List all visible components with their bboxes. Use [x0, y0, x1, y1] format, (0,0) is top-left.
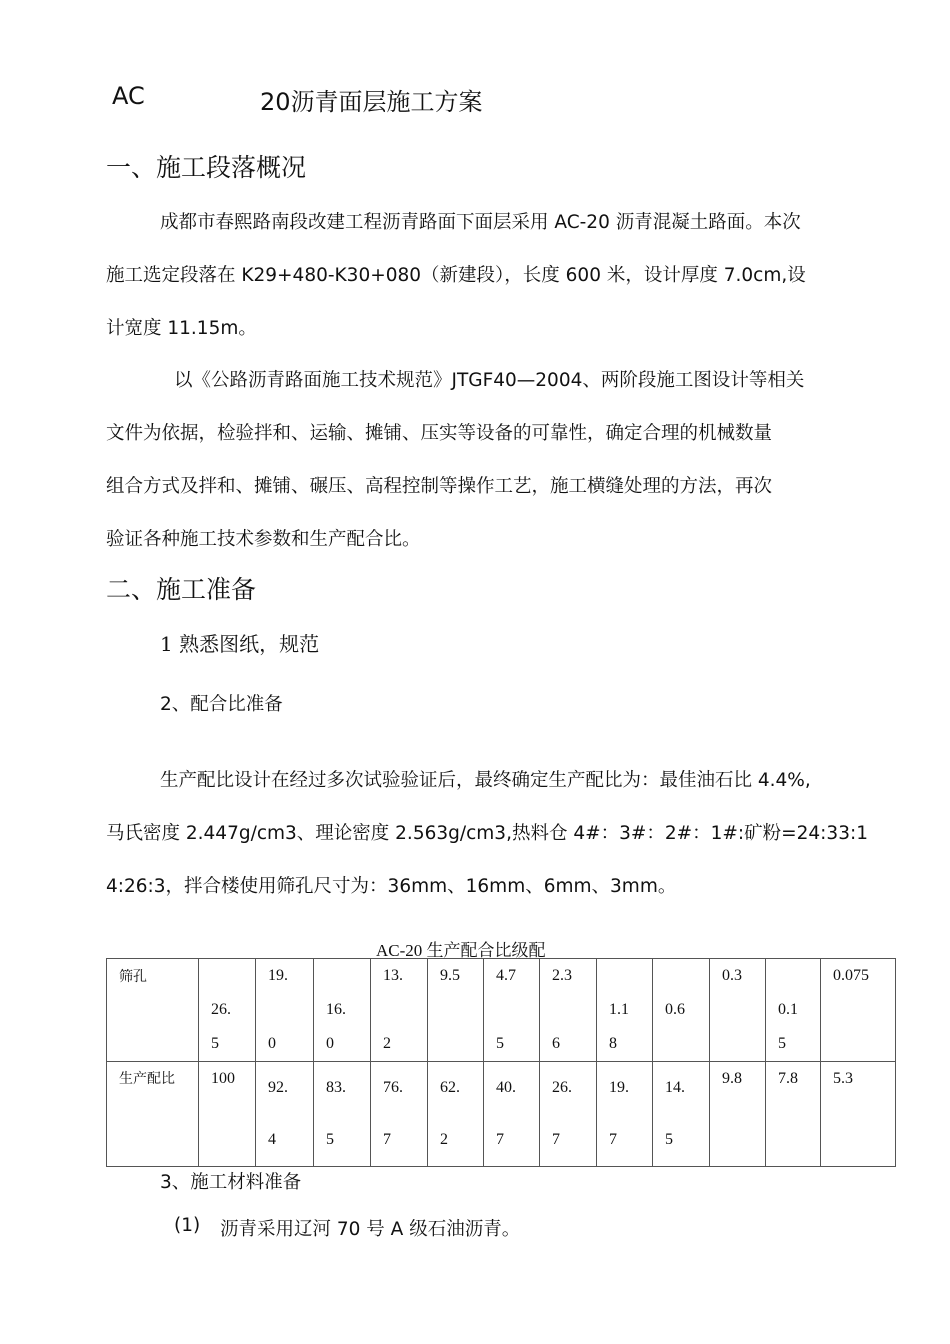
section-1-heading: 一、施工段落概况	[106, 153, 307, 182]
row-label-production: 生产配比	[107, 1062, 199, 1167]
production-cell: 100	[199, 1062, 256, 1167]
s2-paragraph-line-3: 4:26:3，拌合楼使用筛孔尺寸为：36mm、16mm、6mm、3mm。	[106, 876, 677, 897]
production-cell: 9.8	[710, 1062, 766, 1167]
production-cell: 19. 7	[597, 1062, 653, 1167]
s1-paragraph-1-line-1: 成都市春熙路南段改建工程沥青路面下面层采用 AC-20 沥青混凝土路面。本次	[160, 212, 801, 233]
s2-item-3-1-text: 沥青采用辽河 70 号 A 级石油沥青。	[220, 1219, 521, 1240]
s2-item-2: 2、配合比准备	[160, 694, 283, 715]
sieve-cell: 0.3	[710, 959, 766, 1062]
production-cell: 40. 7	[484, 1062, 540, 1167]
production-cell: 5.3	[821, 1062, 896, 1167]
gradation-table	[106, 958, 896, 1167]
sieve-cell: 2.3 6	[540, 959, 597, 1062]
production-cell: 62. 2	[428, 1062, 484, 1167]
sieve-cell: 4.7 5	[484, 959, 540, 1062]
sieve-cell: 26. 5	[199, 959, 256, 1062]
section-2-heading: 二、施工准备	[106, 575, 257, 604]
s1-paragraph-1-line-2: 施工选定段落在 K29+480-K30+080（新建段），长度 600 米，设计厚度 7.0cm,设	[106, 265, 806, 286]
s1-paragraph-2-line-1: 以《公路沥青路面施工技术规范》JTGF40—2004、两阶段施工图设计等相关	[174, 370, 805, 391]
production-cell: 92. 4	[256, 1062, 314, 1167]
sieve-cell: 0.6	[653, 959, 710, 1062]
sieve-cell: 16. 0	[314, 959, 371, 1062]
production-cell: 83. 5	[314, 1062, 371, 1167]
doc-title: 20沥青面层施工方案	[260, 88, 483, 116]
table-caption: AC-20 生产配合比级配	[376, 941, 546, 960]
sieve-cell: 13. 2	[371, 959, 428, 1062]
production-cell: 14. 5	[653, 1062, 710, 1167]
s2-item-1: 1 熟悉图纸，规范	[160, 632, 320, 656]
s1-paragraph-1-line-3: 计宽度 11.15m。	[106, 318, 257, 339]
sieve-cell: 1.1 8	[597, 959, 653, 1062]
s2-item-3: 3、施工材料准备	[160, 1172, 302, 1193]
sieve-cell: 0.1 5	[766, 959, 821, 1062]
sieve-cell: 19. 0	[256, 959, 314, 1062]
s1-paragraph-2-line-2: 文件为依据，检验拌和、运输、摊铺、压实等设备的可靠性，确定合理的机械数量	[106, 423, 773, 444]
s1-paragraph-2-line-4: 验证各种施工技术参数和生产配合比。	[106, 529, 421, 550]
doc-title-prefix: AC	[112, 82, 145, 110]
table-row-sieve	[107, 959, 896, 1062]
s2-paragraph-line-2: 马氏密度 2.447g/cm3、理论密度 2.563g/cm3,热料仓 4#：3#：2#：1#:矿粉=24:33:1	[106, 823, 868, 844]
s2-item-3-1-number: (1)	[174, 1215, 201, 1236]
table-row-production	[107, 1062, 896, 1167]
sieve-cell: 0.075	[821, 959, 896, 1062]
s2-paragraph-line-1: 生产配比设计在经过多次试验验证后，最终确定生产配比为：最佳油石比 4.4%,	[160, 770, 811, 791]
row-label-sieve: 筛孔	[107, 959, 199, 1062]
production-cell: 76. 7	[371, 1062, 428, 1167]
sieve-cell: 9.5	[428, 959, 484, 1062]
s1-paragraph-2-line-3: 组合方式及拌和、摊铺、碾压、高程控制等操作工艺，施工横缝处理的方法，再次	[106, 476, 773, 497]
production-cell: 26. 7	[540, 1062, 597, 1167]
production-cell: 7.8	[766, 1062, 821, 1167]
